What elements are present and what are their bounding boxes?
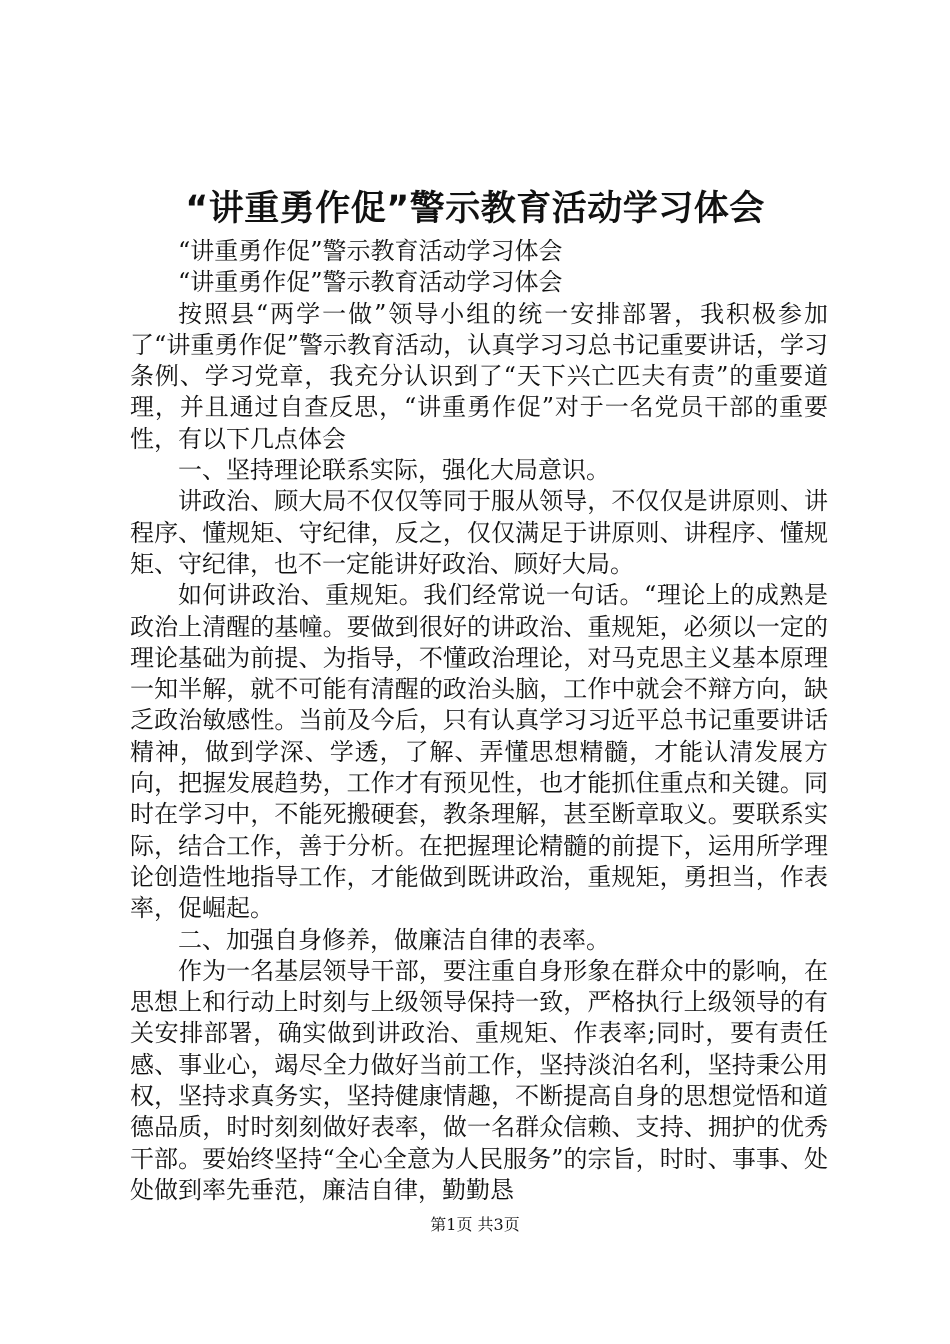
paragraph: 按照县“两学一做”领导小组的统一安排部署，我积极参加了“讲重勇作促”警示教育活动，认真学习习总书记重要讲话，学习条例、学习党章，我充分认识到了“天下兴亡匹夫有责”的重要道理，并且通过自查反思，“讲重勇作促”对于一名党员干部的重要性，有以下几点体会 [130, 299, 828, 453]
document-title: “讲重勇作促”警示教育活动学习体会 [185, 189, 765, 229]
document-body [130, 236, 828, 1206]
page-number-footer: 第1页 共3页 [430, 1215, 520, 1234]
paragraph: 讲政治、顾大局不仅仅等同于服从领导，不仅仅是讲原则、讲程序、懂规矩、守纪律，反之，仅仅满足于讲原则、讲程序、懂规矩、守纪律，也不一定能讲好政治、顾好大局。 [130, 487, 828, 578]
paragraph: 如何讲政治、重规矩。我们经常说一句话。“理论上的成熟是政治上清醒的基幢。要做到很好的讲政治、重规矩，必须以一定的理论基础为前提、为指导，不懂政治理论，对马克思主义基本原理一知半解，就不可能有清醒的政治头脑，工作中就会不辩方向，缺乏政治敏感性。当前及今后，只有认真学习习近平总书记重要讲话精神，做到学深、学透，了解、弄懂思想精髓，才能认清发展方向，把握发展趋势，工作才有预见性，也才能抓住重点和关键。同时在学习中，不能死搬硬套，教条理解，甚至断章取义。要联系实际，结合工作，善于分析。在把握理论精髓的前提下，运用所学理论创造性地指导工作，才能做到既讲政治，重规矩，勇担当，作表率，促崛起。 [130, 581, 828, 923]
paragraph: “讲重勇作促”警示教育活动学习体会 [178, 237, 563, 265]
paragraph: “讲重勇作促”警示教育活动学习体会 [178, 268, 563, 297]
section-heading: 一、坚持理论联系实际，强化大局意识。 [178, 456, 610, 485]
section-heading: 二、加强自身修养，做廉洁自律的表率。 [178, 925, 610, 954]
paragraph: 作为一名基层领导干部，要注重自身形象在群众中的影响，在思想上和行动上时刻与上级领导保持一致，严格执行上级领导的有关安排部署，确实做到讲政治、重规矩、作表率;同时，要有责任感、事业心，竭尽全力做好当前工作，坚持淡泊名利，坚持秉公用权，坚持求真务实，坚持健康情趣，不断提高自身的思想觉悟和道德品质，时时刻刻做好表率，做一名群众信赖、支持、拥护的优秀干部。要始终坚持“全心全意为人民服务”的宗旨，时时、事事、处处做到率先垂范，廉洁自律，勤勤恳 [130, 956, 828, 1204]
